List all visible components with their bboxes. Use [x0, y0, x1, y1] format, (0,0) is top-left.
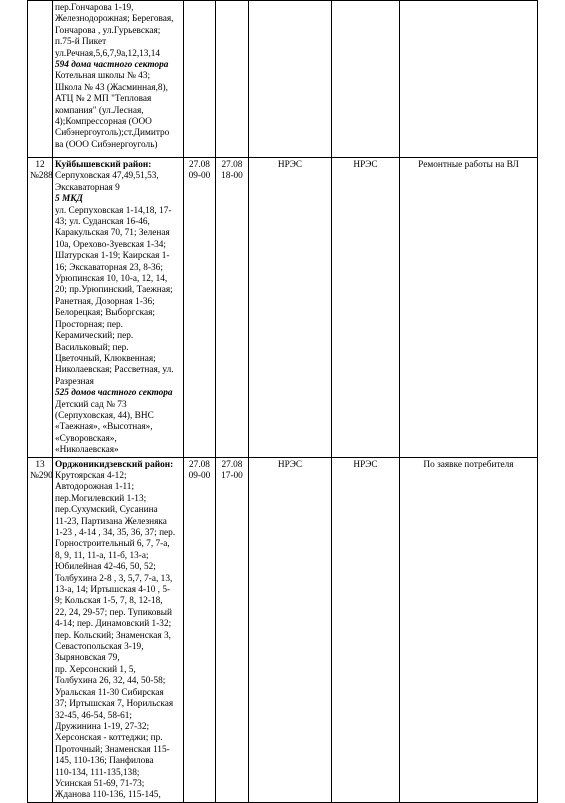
row-number: 13 №290	[28, 457, 53, 802]
address-line: Николаевская; Рассветная, ул.	[55, 365, 174, 376]
address-line: Урюпинская 10, 10-а, 12, 14,	[55, 274, 168, 285]
address-line: Зыряновская 79,	[55, 653, 120, 664]
address-line: Дружинина 1-19, 27-32;	[55, 721, 150, 732]
address-line: Сибэнергоуголь);ст.Димитро	[55, 128, 170, 139]
address-line: Разрезная	[55, 376, 94, 387]
address-line: 22, 24, 29-57; пер. Тупиковый	[55, 607, 173, 618]
address-line: Каракульская 70, 71; Зеленая	[55, 228, 170, 239]
address-line: Серпуховская 47,49,51,53,	[55, 171, 159, 182]
address-line: (Серпуховская, 44), ВНС	[55, 410, 154, 421]
address-line: 4-14; пер. Динамовский 1-32;	[55, 619, 172, 630]
outage-table	[27, 0, 538, 803]
address-line: «Николаевская»	[55, 445, 119, 456]
address-line: 32-45, 46-54, 58-61;	[55, 710, 132, 721]
address-line: ул.Речная,5,6,7,9а,12,13,14	[55, 48, 161, 59]
address-line: Васильковый; пер.	[55, 342, 129, 353]
address-line: Толбухина 26, 32, 44, 50-58;	[55, 676, 166, 687]
start-time-cell	[184, 1, 216, 158]
address-line: Детский сад № 73	[55, 399, 127, 410]
organization-cell: НРЭС	[249, 158, 332, 458]
address-line: Юбилейная 42-46, 50, 52;	[55, 562, 156, 573]
address-line: Уральская 11-30 Сибирская	[55, 687, 164, 698]
address-line: компания" (ул.Лесная,	[55, 105, 144, 116]
address-cell	[53, 158, 184, 458]
address-line: Горностроительный 6, 7, 7-а,	[55, 539, 170, 550]
address-line: Орджоникидзевский район:	[55, 459, 174, 470]
address-line: «Суворовская»,	[55, 433, 117, 444]
address-line: 525 домов частного сектора	[55, 388, 173, 399]
address-line: Цветочный, Клюквенная;	[55, 353, 156, 364]
address-line: Проточный; Знаменская 115-	[55, 744, 170, 755]
address-line: Куйбышевский район:	[55, 160, 152, 170]
address-line: пер. Кольский; Знаменская 3,	[55, 630, 171, 641]
address-line: 110-134, 111-135,138;	[55, 767, 140, 778]
address-line: 145, 110-136; Панфилова	[55, 756, 154, 767]
address-line: «Таежная», «Высотная»,	[55, 422, 153, 433]
address-line: АТЦ № 2 МП "Тепловая	[55, 94, 152, 105]
address-line: Автодорожная 1-11;	[55, 482, 135, 493]
address-line: Белорецкая; Выборгская;	[55, 308, 155, 319]
address-line: Школа № 43 (Жасминная,8),	[55, 82, 168, 93]
address-line: Экскаваторная 9	[55, 182, 120, 193]
address-cell	[53, 1, 184, 158]
end-time-cell: 27.08 17-00	[216, 457, 249, 802]
address-line: ул. Серпуховская 1-14,18, 17-	[55, 205, 172, 216]
address-line: п.75-й Пикет	[55, 37, 107, 48]
address-line: 5 МКД	[55, 194, 83, 205]
address-line: Гончарова , ул.Гурьевская;	[55, 25, 161, 36]
address-line: пер.Гончарова 1-19,	[55, 3, 134, 13]
reason-cell	[400, 1, 538, 158]
reason-cell: По заявке потребителя	[400, 457, 538, 802]
row-number	[28, 1, 53, 158]
start-time-cell: 27.08 09-00	[184, 457, 216, 802]
address-line: Севастопольская 3-19,	[55, 642, 144, 653]
start-time-cell: 27.08 09-00	[184, 158, 216, 458]
address-line: Херсонская - коттеджи; пр.	[55, 733, 163, 744]
reason-cell: Ремонтные работы на ВЛ	[400, 158, 538, 458]
address-line: Котельная школы № 43;	[55, 71, 151, 82]
address-line: ва (ООО Сибэнергоуголь)	[55, 139, 158, 150]
address-line: пер.Сухумский, Сусанина	[55, 505, 158, 516]
address-line: Жданова 110-136, 115-145,	[55, 790, 161, 801]
table-row	[28, 457, 538, 802]
address-line: 13-а, 14; Иртышская 4-10 , 5-	[55, 585, 171, 596]
organization-cell: НРЭС	[249, 457, 332, 802]
address-line: пр. Херсонский 1, 5,	[55, 664, 136, 675]
address-line: Просторная; пер.	[55, 319, 123, 330]
address-line: Керамический; пер.	[55, 331, 134, 342]
address-line: 37; Иртышская 7, Норильская	[55, 699, 174, 710]
address-line: 43; ул. Суданская 16-46,	[55, 217, 150, 228]
address-line: пер.Могилевский 1-13;	[55, 493, 147, 504]
address-line: 10а, Орехово-Зуевская 1-34;	[55, 239, 166, 250]
responsible-cell: НРЭС	[332, 158, 400, 458]
address-cell	[53, 457, 184, 802]
address-line: 1-23 , 4-14 , 34, 35, 36, 37; пер.	[55, 528, 176, 538]
address-line: Железнодорожная; Береговая,	[55, 14, 174, 25]
address-line: Толбухина 2-8 , 3, 5,7, 7-а, 13,	[55, 573, 173, 584]
address-line: 594 дома частного сектора	[55, 60, 169, 71]
responsible-cell: НРЭС	[332, 457, 400, 802]
address-line: Шатурская 1-19; Каирская 1-	[55, 251, 170, 262]
address-line: 16; Экскаваторная 23, 8-36;	[55, 262, 163, 273]
address-line: 11-23, Партизана Железняка	[55, 516, 167, 527]
end-time-cell: 27.08 18-00	[216, 158, 249, 458]
table-row	[28, 1, 538, 158]
address-line: Ранетная, Дозорная 1-36;	[55, 296, 155, 307]
organization-cell	[249, 1, 332, 158]
responsible-cell	[332, 1, 400, 158]
address-line: Крутоярская 4-12;	[55, 470, 127, 481]
address-line: 8, 9, 11, 11-а, 11-б, 13-а;	[55, 550, 149, 561]
row-number: 12 №288	[28, 158, 53, 458]
address-line: 20; пр.Урюпинский, Таежная;	[55, 285, 173, 296]
address-line: Усинская 51-69, 71-73;	[55, 778, 145, 789]
end-time-cell	[216, 1, 249, 158]
address-line: 4);Компрессорная (ООО	[55, 117, 152, 128]
table-row	[28, 158, 538, 458]
address-line: 9; Кольская 1-5, 7, 8, 12-18,	[55, 596, 163, 607]
